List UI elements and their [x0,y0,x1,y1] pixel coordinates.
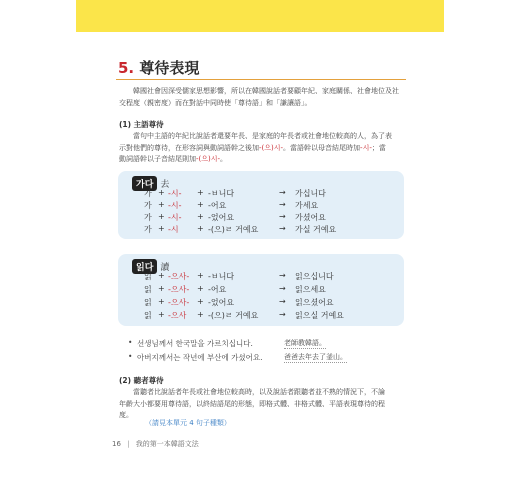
conjugation-row [144,200,404,212]
plus-sign: + [158,271,165,280]
honorific-infix: -시- [168,189,182,198]
stem: 읽 [144,298,152,307]
translation: 老師教韓語。 [284,339,326,347]
honorific-infix: -으사 [168,311,187,320]
ending: -(으)ㄹ 거예요 [208,225,259,234]
verb-gloss: 讀 [160,263,170,273]
ending: -었어요 [208,213,235,222]
arrow-icon: → [279,188,286,197]
honorific-infix: -으사- [168,272,190,281]
result-form: 읽으세요 [295,285,326,294]
stem: 읽 [144,311,152,320]
honorific-infix: -으사- [168,298,190,307]
arrow-icon: → [279,271,286,280]
ending: -어요 [208,285,227,294]
page-footer [112,439,199,449]
conjugation-row [144,297,404,309]
sub1-line2-b: -(으)시- [259,143,284,152]
verb-chip: 가다 [132,176,157,191]
sub1-line3-b: -(으)시- [196,155,221,164]
conjugation-row [144,188,404,200]
ending: -어요 [208,201,227,210]
verb-chip: 읽다 [132,259,157,274]
intro-paragraph: 韓國社會因深受儒家思想影響，所以在韓國說話者要顧年紀、家庭關係、社會地位及社交程度（親密度）而在對話中同時使「尊待語」和「謙讓語」。 [119,87,399,107]
arrow-icon: → [279,284,286,293]
honorific-infix: -시- [168,201,182,210]
sub1-line1: 當句中主語的年紀比說話者還要年長、是家庭的年長者或社會地位較高的人，為了表 [133,132,392,140]
plus-sign: + [158,284,165,293]
stem: 가 [144,213,152,222]
sub2-line2: 年齡大小都要用尊待語，以終結語尾的形態，即格式體、非格式體、平語表現尊待的程 [119,399,385,408]
book-title: 我的第一本韓語文法 [135,440,199,448]
sub1-line2-c: 。當語幹以母音結尾時加 [283,143,361,152]
conjugation-row [144,212,404,224]
conjugation-row [144,271,404,283]
section-title [118,57,199,78]
result-form: 가세요 [295,201,319,210]
korean-sentence: 선생님께서 한국말을 가르치십니다. [137,339,253,348]
result-form: 읽으실 거예요 [295,311,344,320]
section-title-text: 尊待表現 [139,59,200,77]
page-number: 16 [112,440,121,448]
sub2-line3: 度。 [119,411,133,420]
plus-sign: + [197,212,204,221]
header-color-band [76,0,444,32]
stem: 가 [144,201,152,210]
korean-sentence: 아버지께서는 작년에 부산에 가셨어요. [137,353,263,362]
plus-sign: + [197,224,204,233]
plus-sign: + [197,271,204,280]
ending: -(으)ㄹ 거예요 [208,311,259,320]
title-underline [116,79,406,80]
conjugation-box-ikda [118,254,404,326]
footer-divider: | [127,440,130,448]
arrow-icon: → [279,200,286,209]
stem: 읽 [144,285,152,294]
plus-sign: + [158,188,165,197]
sub1-heading: (1) 主語尊待 [119,120,164,129]
honorific-infix: -시- [168,213,182,222]
sub1-line2-d: -시- [360,143,372,152]
result-form: 가십니다 [295,189,326,198]
plus-sign: + [158,297,165,306]
result-form: 읽으셨어요 [295,298,334,307]
result-form: 가셨어요 [295,213,326,222]
conjugation-row [144,284,404,296]
plus-sign: + [158,212,165,221]
sub1-line3-a: 動詞語幹以子音結尾則加 [119,155,196,164]
example-sentence [128,352,408,364]
sub1-paragraph [119,131,403,166]
example-sentence [128,338,408,350]
ending: -ㅂ니다 [208,189,235,198]
plus-sign: + [158,224,165,233]
bullet: • [128,352,133,361]
sub1-line2-e: ；當 [371,143,386,152]
conjugation-row [144,224,404,236]
section-number: 5. [118,59,135,77]
cross-reference-note[interactable]: （請見本單元 4 句子種類） [145,419,231,427]
sub1-line2-a: 示對他們的尊待，在形容詞與動詞語幹之後加 [119,143,259,152]
bullet: • [128,338,133,347]
plus-sign: + [158,200,165,209]
honorific-infix: -으사- [168,285,190,294]
plus-sign: + [197,284,204,293]
plus-sign: + [197,297,204,306]
plus-sign: + [197,310,204,319]
sub1-line3-c: 。 [220,155,228,164]
translation: 爸爸去年去了釜山。 [284,353,347,361]
ending: -었어요 [208,298,235,307]
sub1-line2 [119,143,403,155]
honorific-infix: -시 [168,225,179,234]
sub1-line3 [119,154,403,166]
arrow-icon: → [279,310,286,319]
conjugation-row [144,310,404,322]
plus-sign: + [158,310,165,319]
result-form: 가실 거예요 [295,225,337,234]
stem: 읽 [144,272,152,281]
ending: -ㅂ니다 [208,272,235,281]
sub2-heading: (2) 聽者尊待 [119,376,164,385]
plus-sign: + [197,200,204,209]
plus-sign: + [197,188,204,197]
arrow-icon: → [279,212,286,221]
stem: 가 [144,225,152,234]
sub2-line1: 當聽者比說話者年長或社會地位較高時，以及說話者跟聽者並不熟的情況下，不論 [133,388,385,396]
sub2-paragraph [119,387,403,422]
arrow-icon: → [279,297,286,306]
verb-gloss: 去 [160,180,170,190]
conjugation-box-gada [118,171,404,239]
stem: 가 [144,189,152,198]
arrow-icon: → [279,224,286,233]
result-form: 읽으십니다 [295,272,334,281]
